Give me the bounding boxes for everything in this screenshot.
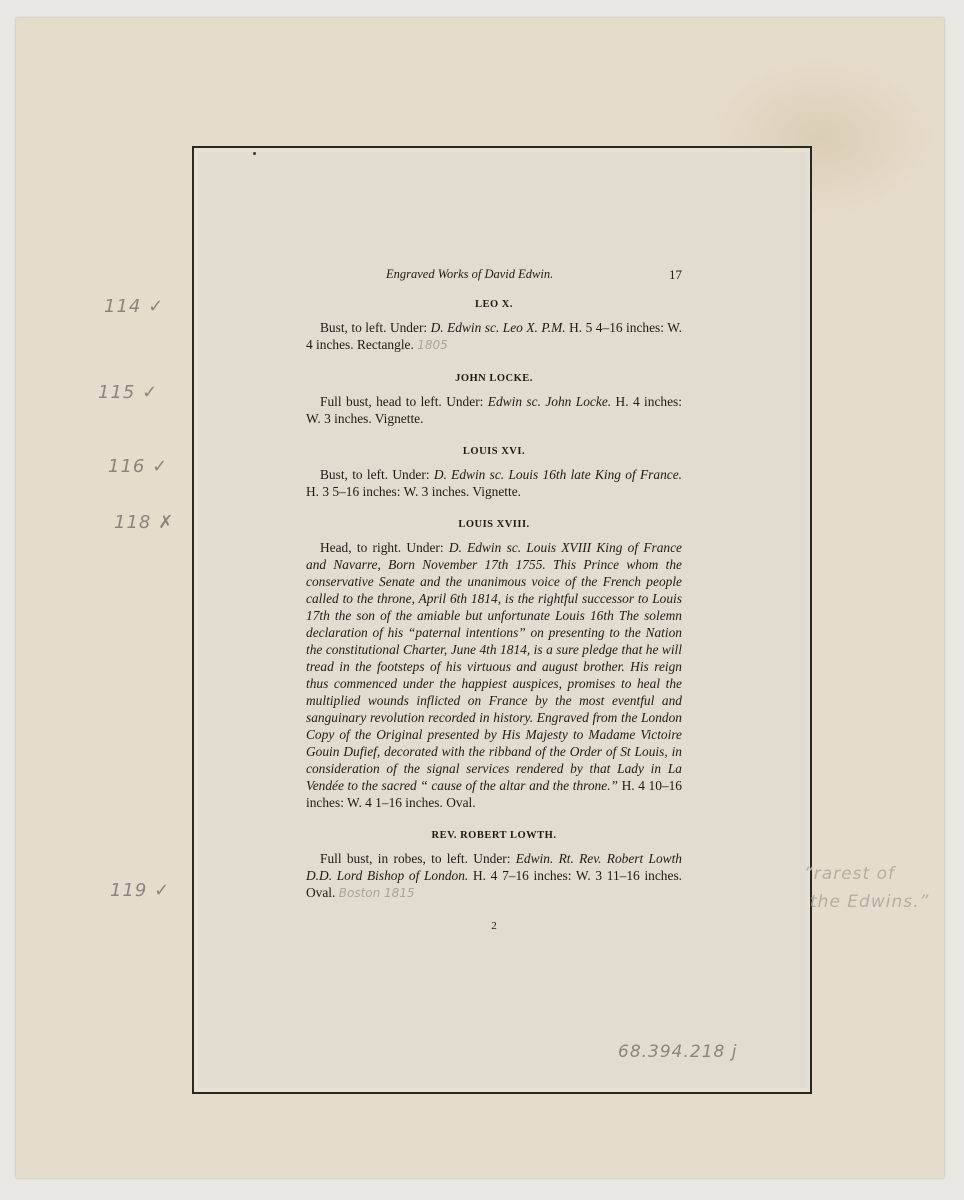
margin-note-118: 118 ✗: [114, 512, 175, 533]
entry-title: REV. ROBERT LOWTH.: [431, 830, 557, 841]
entry-title: JOHN LOCKE.: [455, 373, 533, 384]
entry-robert-lowth: [306, 827, 682, 902]
entry-leo-x: [306, 296, 682, 354]
entry-description: Bust, to left. Under: D. Edwin sc. Leo X. P.M. H. 5 4–16 inches: W. 4 inches. Rectangle. 1805: [306, 320, 682, 352]
printed-page-frame: [192, 146, 812, 1094]
entry-description: Bust, to left. Under: D. Edwin sc. Louis 16th late King of France. H. 3 5–16 inches: W. 3 inches. Vignette.: [306, 467, 682, 499]
page-number: 17: [669, 267, 682, 282]
running-head: [306, 266, 682, 284]
pencil-date-note: Boston 1815: [338, 886, 415, 900]
mount-board: [16, 18, 944, 1178]
running-head-title: Engraved Works of David Edwin.: [386, 267, 554, 281]
pencil-date-note: 1805: [417, 338, 448, 352]
signature-mark: 2: [491, 920, 497, 932]
margin-note-116: 116 ✓: [108, 456, 169, 477]
printed-page: [198, 152, 806, 1088]
entry-louis-xvi: [306, 443, 682, 500]
page-content: [306, 266, 682, 935]
side-note-line-2: the Edwins.”: [810, 892, 930, 912]
entry-title: LOUIS XVI.: [462, 446, 526, 457]
margin-note-119: 119 ✓: [110, 880, 171, 901]
margin-note-114: 114 ✓: [104, 296, 165, 317]
speck: [253, 152, 256, 155]
entry-title: LOUIS XVIII.: [458, 519, 530, 530]
entry-description: Full bust, in robes, to left. Under: Edwin. Rt. Rev. Robert Lowth D.D. Lord Bishop of London. H. 4 7–16 inches: W. 3 11–16 inches. Oval. Boston 1815: [306, 851, 683, 900]
entry-louis-xviii: [306, 516, 682, 811]
accession-number: 68.394.218 j: [618, 1042, 738, 1062]
entry-title: LEO X.: [474, 299, 513, 310]
entry-description: Head, to right. Under: D. Edwin sc. Louis XVIII King of France and Navarre, Born November 17th 1755. This Prince whom the conservative Senate and the unanimous voice of the French people called to the throne, April 6th 1814, is the rightful successor to Louis 17th the son of the amiable but unfortunate Louis 16th The solemn declaration of his “paternal intentions” on presenting to the Nation the constitutional Charter, June 4th 1814, is a sure pledge that he will tread in the footsteps of his virtuous and august brother. His reign thus commenced under the happiest auspices, promises to heal the multiplied wounds inflicted on France by the most eventful and sanguinary revolution recorded in history. Engraved from the London Copy of the Original presented by His Majesty to Madame Victoire Gouin Dufief, decorated with the ribband of the Order of St Louis, in consideration of the signal services rendered by that Lady in La Vendée to the sacred “ cause of the altar and the throne.” H. 4 10–16 inches: W. 4 1–16 inches. Oval.: [306, 540, 683, 810]
entry-description: Full bust, head to left. Under: Edwin sc. John Locke. H. 4 inches: W. 3 inches. Vignette.: [306, 394, 682, 426]
margin-note-115: 115 ✓: [98, 382, 159, 403]
side-note-line-1: “rarest of: [804, 864, 895, 884]
entry-john-locke: [306, 370, 682, 427]
